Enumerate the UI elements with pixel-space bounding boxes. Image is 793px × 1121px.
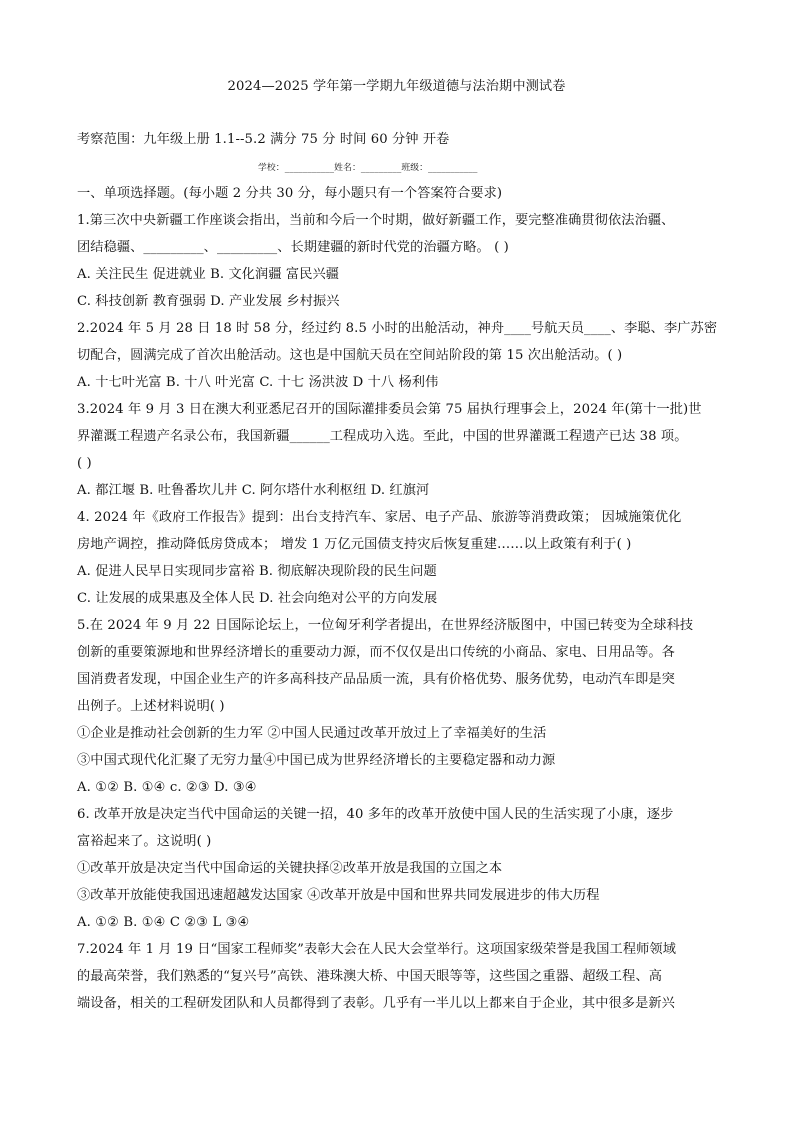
- question-text: 团结稳疆、_________、_________、长期建疆的新时代党的治疆方略。 ( ): [77, 240, 509, 255]
- statement-list: ③中国式现代化汇聚了无穷力量④中国已成为世界经济增长的主要稳定器和动力源: [77, 753, 556, 768]
- answer-options: C. 科技创新 教育强弱 D. 产业发展 乡村振兴: [77, 294, 340, 309]
- question-text: 1.第三次中央新疆工作座谈会指出，当前和今后一个时期，做好新疆工作，要完整准确贯彻依法治疆、: [77, 213, 675, 228]
- answer-options: A. 都江堰 B. 吐鲁番坎儿井 C. 阿尔塔什水利枢纽 D. 红旗河: [77, 483, 430, 498]
- question-text: 界灌溉工程遗产名录公布，我国新疆______工程成功入选。至此，中国的世界灌溉工程遗产已达 38 项。: [77, 429, 688, 444]
- question-text: 2.2024 年 5 月 28 日 18 时 58 分，经过约 8.5 小时的出舱活动，神舟____号航天员____、李聪、李广苏密: [77, 321, 718, 336]
- question-text: 3.2024 年 9 月 3 日在澳大利亚悉尼召开的国际灌排委员会第 75 届执行理事会上，2024 年(第十一批)世: [77, 402, 702, 417]
- question-text: 6. 改革开放是决定当代中国命运的关键一招，40 多年的改革开放使中国人民的生活实现了小康，逐步: [77, 807, 674, 822]
- answer-options: A. 十七叶光富 B. 十八 叶光富 C. 十七 汤洪波 D 十八 杨利伟: [77, 375, 439, 390]
- answer-options: A. 促进人民早日实现同步富裕 B. 彻底解决现阶段的民生问题: [77, 564, 437, 579]
- question-text: 5.在 2024 年 9 月 22 日国际论坛上，一位匈牙利学者提出，在世界经济版图中，中国已转变为全球科技: [77, 618, 694, 633]
- school-name-class-line: 学校：___________姓名：_________班级：___________: [258, 163, 478, 173]
- question-text: 7.2024 年 1 月 19 日“国家工程师奖”表彰大会在人民大会堂举行。这项国家级荣誉是我国工程师领域: [77, 942, 676, 957]
- answer-options: A. ①② B. ①④ C ②③ L ③④: [77, 915, 250, 930]
- question-text: 的最高荣誉，我们熟悉的“复兴号”高铁、港珠澳大桥、中国天眼等等，这些国之重器、超级工程、高: [77, 969, 663, 984]
- answer-options: A. 关注民生 促进就业 B. 文化润疆 富民兴疆: [77, 267, 340, 282]
- question-text: 4. 2024 年《政府工作报告》提到：出台支持汽车、家居、电子产品、旅游等消费政策； 因城施策优化: [77, 510, 682, 525]
- question-text: 端设备，相关的工程研发团队和人员都得到了表彰。几乎有一半儿以上都来自于企业，其中很多是新兴: [77, 996, 675, 1011]
- question-text: ( ): [77, 456, 92, 471]
- question-text: 切配合，圆满完成了首次出舱活动。这也是中国航天员在空间站阶段的第 15 次出舱活动。( ): [77, 348, 623, 363]
- page-title: 2024—2025 学年第一学期九年级道德与法治期中测试卷: [227, 79, 566, 94]
- question-text: 创新的重要策源地和世界经济增长的重要动力源，而不仅仅是出口传统的小商品、家电、日用品等。各: [77, 645, 675, 660]
- question-text: 国消费者发现，中国企业生产的许多高科技产品品质一流，具有价格优势、服务优势，电动汽车即是突: [77, 672, 675, 687]
- answer-options: A. ①② B. ①④ c. ②③ D. ③④: [77, 780, 257, 795]
- statement-list: ①改革开放是决定当代中国命运的关键抉择②改革开放是我国的立国之本: [77, 861, 503, 876]
- statement-list: ③改革开放能使我国迅速超越发达国家 ④改革开放是中国和世界共同发展进步的伟大历程: [77, 888, 600, 903]
- question-text: 富裕起来了。这说明( ): [77, 834, 212, 849]
- section-heading: 一、单项选择题。(每小题 2 分共 30 分，每小题只有一个答案符合要求): [77, 186, 503, 201]
- question-text: 出例子。上述材料说明( ): [77, 699, 225, 714]
- answer-options: C. 让发展的成果惠及全体人民 D. 社会向绝对公平的方向发展: [77, 591, 438, 606]
- statement-list: ①企业是推动社会创新的生力军 ②中国人民通过改革开放过上了幸福美好的生活: [77, 726, 547, 741]
- question-text: 房地产调控，推动降低房贷成本； 增发 1 万亿元国债支持灾后恢复重建……以上政策有利于( ): [77, 537, 632, 552]
- exam-scope: 考察范围：九年级上册 1.1--5.2 满分 75 分 时间 60 分钟 开卷: [77, 132, 450, 147]
